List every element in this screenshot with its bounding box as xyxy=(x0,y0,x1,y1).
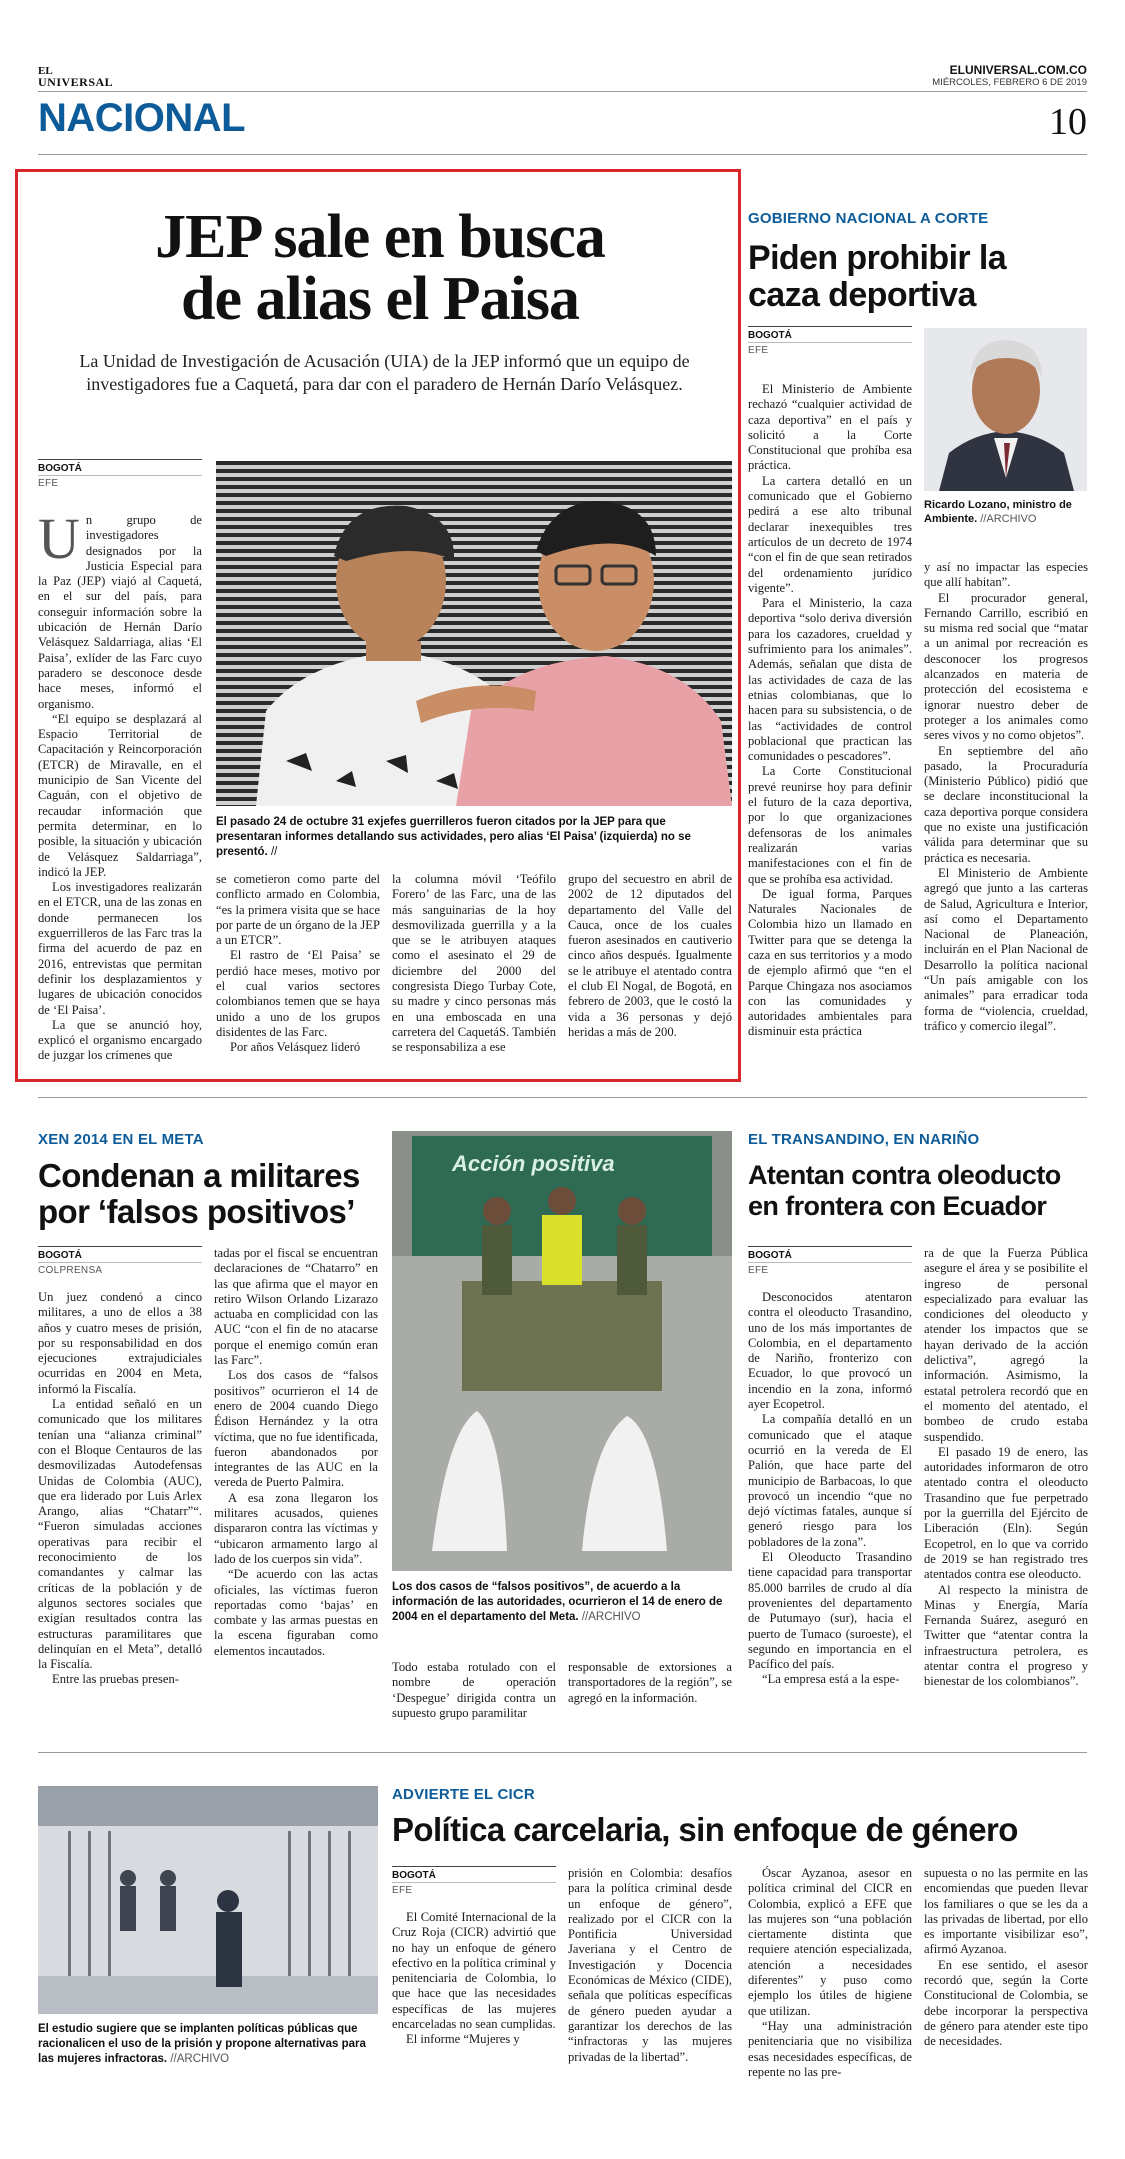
militares-photo-caption xyxy=(392,1580,732,1625)
oleoducto-dateline: BOGOTÁ xyxy=(748,1250,792,1261)
caza-headline-line2: caza deportiva xyxy=(748,276,976,314)
oleoducto-column-2 xyxy=(924,1246,1088,1730)
carcel-photo xyxy=(38,1786,378,2014)
main-column-4 xyxy=(568,872,732,1072)
oleoducto-headline-line1: Atentan contra oleoducto xyxy=(748,1160,1061,1190)
main-col1-p4: La que se anunció hoy, explicó el organismo encargado de juzgar los crímenes que xyxy=(38,1017,202,1063)
carcel-dateline-rule2 xyxy=(392,1882,556,1883)
oleoducto-col2-p1: ra de que la Fuerza Pública asegure el área y se posibilite el ingreso de personal especializado para evaluar las condiciones del oleoducto y atender los impactos que se hayan derivado de la acción delictiva”, agregó la información. Asimismo, la estatal petrolera recordó que en el momento del atentado, el bombeo de crudo estaba suspendido. xyxy=(924,1246,1088,1444)
main-col1-p2: “El equipo se desplazará al Espacio Territorial de Capacitación y Reincorporación (ETCR) de Miravalle, en el municipio de San Vicente del Caguán, con el objetivo de recaudar información que permita determinar, en lo posible, la situación y ubicación de Velásquez Saldarriaga”, indicó la JEP. xyxy=(38,711,202,879)
militares-dateline-rule2 xyxy=(38,1262,202,1263)
carcel-col3-p2: “Hay una administración penitenciaria que no visibiliza esas necesidades específicas, de repente no las pre- xyxy=(748,2018,912,2079)
caza-col1-p4: La Corte Constitucional prevé reunirse hoy para definir el futuro de la caza deportiva, por lo que organizaciones defensoras de los animales realizarán varias manifestaciones con el fin de que se prohíba esa actividad. xyxy=(748,764,912,886)
carcel-column-4 xyxy=(924,1866,1088,2126)
oleoducto-headline xyxy=(748,1160,1061,1222)
militares-caption-text: Los dos casos de “falsos positivos”, de acuerdo a la información de las autoridades, ocurrieron el 14 de enero de 2004 en el departamento del Meta. xyxy=(392,1581,723,1623)
carcel-kicker: ADVIERTE EL CICR xyxy=(392,1786,535,1803)
logo-bottom: UNIVERSAL xyxy=(38,75,114,89)
main-column-2 xyxy=(216,872,380,1072)
mid-section-rule xyxy=(38,1097,1087,1098)
carcel-headline: Política carcelaria, sin enfoque de género xyxy=(392,1811,1018,1848)
caza-headline xyxy=(748,240,1006,314)
main-photo xyxy=(216,461,732,806)
militares-caption-credit: //ARCHIVO xyxy=(581,1611,641,1623)
main-caption-text: El pasado 24 de octubre 31 exjefes guerrilleros fueron citados por la JEP para que presentaran informes detallando sus actividades, pero alias ‘El Paisa’ (izquierda) no se presentó. xyxy=(216,816,691,858)
caza-caption-credit: //ARCHIVO xyxy=(980,513,1037,525)
militares-column-3 xyxy=(392,1660,556,1730)
main-photo-illustration xyxy=(216,461,732,806)
oleoducto-col2-p2: El pasado 19 de enero, las autoridades informaron de otro atentado contra el oleoducto Trasandino que fue perpetrado por la guerrilla del Ejército de Liberación (Eln). Según Ecopetrol, en lo que va corrido de 2019 se han registrado tres atentados contra ese oleoducto. xyxy=(924,1444,1088,1582)
main-caption-credit: // xyxy=(270,846,278,858)
main-col4-p1: grupo del secuestro en abril de 2002 de 12 diputados del departamento del Valle del Cauca, once de los cuales fueron asesinados en cautiverio cinco años después. Igualmente se le atribuye el atentado contra el club El Nogal, de Bogotá, en febrero de 2003, que le costó la vida a 36 personas y dejó heridas a más de 200. xyxy=(568,872,732,1039)
section-rule xyxy=(38,154,1087,155)
caza-dateline-rule xyxy=(748,326,912,327)
main-dropcap: U xyxy=(38,513,80,571)
main-col1-p1: n grupo de investigadores designados por la Justicia Especial para la Paz (JEP) viajó al Caquetá, en el sur del país, para conseguir información sobre la ubicación de Hernán Darío Velásquez Saldarriaga, alias ‘El Paisa’, exlíder de las Farc cuyo paradero se desconoce desde hace meses, informó el organismo. xyxy=(38,513,202,711)
carcel-column-2 xyxy=(568,1866,732,2126)
main-col2-p3: Por años Velásquez lideró xyxy=(230,1040,361,1055)
caza-col1-p3: Para el Ministerio, la caza deportiva “solo deriva diversión para los cazadores, crueldad y sufrimiento para los animales”. Además, señalan que dista de las actividades de caza de las etnias colombianas, que lo hacen para su subsistencia, o de las “actividades de control poblacional que practican las comunidades o pescadores”. xyxy=(748,596,912,764)
oleoducto-col2-p3: Al respecto la ministra de Minas y Energía, María Fernanda Suárez, aseguró en Twitter que “atentar contra la infraestructura petrolera, es atentar contra el progreso y bienestar de los colombianos”. xyxy=(924,1582,1088,1689)
carcel-column-1 xyxy=(392,1910,556,2125)
main-col1-p3: Los investigadores realizarán en el ETCR, una de las zonas en donde permanecen los exguerrilleros de las Farc tras la firma del acuerdo de paz en 2016, entrevistas que permitan definir los desplazamientos y lugares de ubicación conocidos de ‘El Paisa’. xyxy=(38,880,202,1017)
militares-col2-p4: “De acuerdo con las actas oficiales, las víctimas fueron reportadas como ‘bajas’ en combate y las armas puestas en la escena figuraban como elementos incautados. xyxy=(214,1567,378,1658)
militares-col2-p3: A esa zona llegaron los militares acusados, quienes dispararon contra las víctimas y “ubicaron armamento largo al lado de los cuerpos sin vida”. xyxy=(214,1490,378,1566)
main-column-3 xyxy=(392,872,556,1072)
main-headline-line1: JEP sale en busca xyxy=(155,203,605,271)
caza-source: EFE xyxy=(748,345,769,356)
oleoducto-headline-line2: en frontera con Ecuador xyxy=(748,1191,1047,1221)
caza-column-2 xyxy=(924,560,1088,1072)
militares-photo-illustration xyxy=(392,1131,732,1571)
carcel-photo-illustration xyxy=(38,1786,378,2014)
oleoducto-kicker: EL TRANSANDINO, EN NARIÑO xyxy=(748,1131,980,1148)
militares-col4-p1: responsable de extorsiones a transportadores de la región”, se agregó en la información. xyxy=(568,1660,732,1705)
militares-photo-sign: Acción positiva xyxy=(452,1151,615,1176)
caza-col2-p2: El procurador general, Fernando Carrillo, escribió en su misma red social que “matar a un animal por recreación es desconocer los progresos alcanzados en materia de protección del ecosistema e ignorar nuestro deber de proteger a los animales como seres vivos y no como objetos”. xyxy=(924,590,1088,743)
carcel-dateline-rule xyxy=(392,1866,556,1867)
militares-column-4 xyxy=(568,1660,732,1730)
oleoducto-col1-p3: El Oleoducto Trasandino tiene capacidad para transportar 85.000 barriles de crudo al día provenientes del departamento de Putumayo (sur), hacia el puerto de Tumaco (suroeste), el segundo en importancia en el Pacífico del país. xyxy=(748,1550,912,1672)
caza-kicker: GOBIERNO NACIONAL A CORTE xyxy=(748,210,989,227)
oleoducto-col1-p1: Desconocidos atentaron contra el oleoducto Trasandino, uno de los más importantes de Colombia, en el departamento de Nariño, fronterizo con Ecuador, lo que provocó un incendio en la zona, informó ayer Ecopetrol. xyxy=(748,1290,912,1412)
militares-col1-p3: Entre las pruebas presen- xyxy=(52,1672,179,1687)
logo-top: EL xyxy=(38,65,53,77)
militares-headline-line2: por ‘falsos positivos’ xyxy=(38,1193,355,1230)
carcel-col4-p1: supuesta o no las permite en las encomiendas que pueden llevar los familiares o que se les da a las privadas de libertad, por ello es importante visibilizar eso”, afirmó Ayzanoa. xyxy=(924,1866,1088,1957)
caza-photo-caption xyxy=(924,498,1087,526)
militares-photo xyxy=(392,1131,732,1571)
carcel-column-3 xyxy=(748,1866,912,2126)
militares-source: COLPRENSA xyxy=(38,1265,103,1276)
caza-headline-line1: Piden prohibir la xyxy=(748,239,1007,277)
militares-headline xyxy=(38,1158,360,1230)
militares-column-1 xyxy=(38,1290,202,1730)
carcel-dateline: BOGOTÁ xyxy=(392,1870,436,1881)
issue-date: MIÉRCOLES, FEBRERO 6 DE 2019 xyxy=(932,77,1087,88)
main-headline-line2: de alias el Paisa xyxy=(180,265,580,333)
militares-col1-p2: La entidad señaló en un comunicado que los militares tenían una “alianza criminal” con el Bloque Centauros de las desmovilizadas Autodefensas Unidas de Colombia (AUC), que era liderado por Luis Arlex Arango, alias “Chatarr”“. “Fueron simuladas acciones operativas para recibir el reconocimiento de los comandantes y calmar las críticas de la población y de algunos sectores sociales que exigían resultados contra las estructuras paramilitares que delinquían en el Meta”, detalló la Fiscalía. xyxy=(38,1397,202,1672)
caza-col1-p2: La cartera detalló en un comunicado que el Gobierno pedirá a ese alto tribunal declarar inexequibles tres artículos de un decreto de 1974 “con el fin de que sean retirados del ordenamiento jurídico vigente”. xyxy=(748,473,912,595)
main-source: EFE xyxy=(38,478,59,489)
carcel-source: EFE xyxy=(392,1885,413,1896)
militares-col1-p1: Un juez condenó a cinco militares, a uno de ellos a 38 años y cuatro meses de prisión, por su responsabilidad en dos ejecuciones extrajudiciales ocurridas en 2004 en Meta, informó la Fiscalía. xyxy=(38,1290,202,1396)
masthead-rule xyxy=(38,91,1087,92)
main-dateline: BOGOTÁ xyxy=(38,463,82,474)
militares-col2-p1: tadas por el fiscal se encuentran declaraciones de “Chatarro” en las que afirma que el mayor en retiro Wilson Orlando Lizarazo actuaba en complicidad con las AUC “con el fin de no atacarse porque el enemigo común eran las Farc”. xyxy=(214,1246,378,1368)
caza-col2-p3: En septiembre del año pasado, la Procuraduría (Ministerio Público) pidió que se declare inconstitucional la caza deportiva porque considera que no existe una justificación válida para determinar que su práctica es necesaria. xyxy=(924,743,1088,865)
oleoducto-dateline-rule2 xyxy=(748,1262,912,1263)
oleoducto-col1-p2: La compañía detalló en un comunicado que el ataque ocurrió en la vereda de El Palión, que hace parte del municipio de Barbacoas, lo que provocó un incendio “que no dejó víctimas fatales, aunque sí generó riesgo para los pobladores de la zona”. xyxy=(748,1412,912,1549)
militares-col3-p1: Todo estaba rotulado con el nombre de operación ‘Despegue’ dirigida contra un supuesto grupo paramilitar xyxy=(392,1660,556,1720)
carcel-photo-caption xyxy=(38,2022,378,2067)
militares-dateline: BOGOTÁ xyxy=(38,1250,82,1261)
main-dek: La Unidad de Investigación de Acusación (UIA) de la JEP informó que un equipo de investigadores fue a Caquetá, para dar con el paradero de Hernán Darío Velásquez. xyxy=(79,351,690,394)
main-headline xyxy=(30,203,730,333)
militares-dateline-rule xyxy=(38,1246,202,1247)
carcel-col1-p2: El informe “Mujeres y xyxy=(406,2032,520,2047)
main-dateline-rule xyxy=(38,459,202,460)
bottom-section-rule xyxy=(38,1752,1087,1753)
militares-kicker: XEN 2014 EN EL META xyxy=(38,1131,204,1148)
page-number: 10 xyxy=(1049,101,1087,143)
militares-headline-line1: Condenan a militares xyxy=(38,1157,360,1194)
caza-dateline: BOGOTÁ xyxy=(748,330,792,341)
main-col2-p1: se cometieron como parte del conflicto armado en Colombia, “es la primera visita que se hace por parte de un órgano de la JEP a un ETCR”. xyxy=(216,872,380,948)
site-url[interactable]: ELUNIVERSAL.COM.CO xyxy=(949,63,1087,77)
carcel-col2-p1: prisión en Colombia: desafíos para la política criminal desde un enfoque de género”, realizado por el CICR con la Pontificia Universidad Javeriana y el Centro de Investigación y Docencia Económicas de México (CIDE), señala que políticas específicas de género pueden ayudar a garantizar los derechos de las “infractoras y las mujeres privadas de la libertad”. xyxy=(568,1866,732,2064)
caza-col1-p5: De igual forma, Parques Naturales Nacionales de Colombia hizo un llamado en Twitter para que se detenga la caza en sus territorios y a modo de ejemplo afirmó que “en el Parque Chingaza nos asociamos con las comunidades y autoridades ambientales para disminuir esta práctica xyxy=(748,886,912,1039)
caza-col2-p1: y así no impactar las especies que allí habitan”. xyxy=(924,560,1088,590)
caza-col1-p1: El Ministerio de Ambiente rechazó “cualquier actividad de caza deportiva” en el país y solicitó a la Corte Constitucional que prohíba esa práctica. xyxy=(748,382,912,473)
oleoducto-source: EFE xyxy=(748,1265,769,1276)
carcel-col3-p1: Óscar Ayzanoa, asesor en política criminal del CICR en Colombia, explicó a EFE que las mujeres son “una población ciertamente distinta que requiere atención especializada, atención a necesidades diferentes” y puso como ejemplo los útiles de higiene que utilizan. xyxy=(748,1866,912,2018)
oleoducto-column-1 xyxy=(748,1290,912,1730)
caza-photo xyxy=(924,328,1087,491)
caza-dateline-rule2 xyxy=(748,342,912,343)
oleoducto-col1-p4: “La empresa está a la espe- xyxy=(762,1672,900,1687)
caza-photo-illustration xyxy=(924,328,1087,491)
main-col3-p1: la columna móvil ‘Teófilo Forero’ de las Farc, una de las más sanguinarias de la hoy desmovilizada guerrilla y a la que se le atribuyen ataques como el asesinato el 29 de diciembre del 2000 del congresista Diego Turbay Cote, su madre y cinco personas más en una emboscada en una carretera del CaquetáS. También se responsabiliza a ese xyxy=(392,872,556,1055)
caza-column-1 xyxy=(748,382,912,1072)
section-title: NACIONAL xyxy=(38,96,246,140)
militares-col2-p2: Los dos casos de “falsos positivos” ocurrieron el 14 de enero de 2004 cuando Diego Édison Hernández y la otra víctima, que no fue identificada, fueron abandonados por integrantes de las AUC en la vereda de Puerto Palmira. xyxy=(214,1368,378,1490)
carcel-caption-credit: //ARCHIVO xyxy=(170,2053,230,2065)
main-photo-caption xyxy=(216,815,732,860)
main-col2-p2: El rastro de ‘El Paisa’ se perdió hace meses, motivo por el cual varios sectores colombianos temen que se haya unido a uno de los grupos disidentes de las Farc. xyxy=(216,948,380,1039)
carcel-col4-p2: En ese sentido, el asesor recordó que, según la Corte Constitucional de Colombia, se debe incorporar la perspectiva de género para atender este tipo de necesidades. xyxy=(924,1957,1088,2049)
carcel-col1-p1: El Comité Internacional de la Cruz Roja (CICR) advirtió que no hay un enfoque de género efectivo en la política criminal y penitenciaria de Colombia, lo que hace que las necesidades específicas de las mujeres encarceladas no sean cumplidas. xyxy=(392,1910,556,2032)
caza-caption-text: Ricardo Lozano, ministro de Ambiente. xyxy=(924,499,1072,525)
caza-col2-p4: El Ministerio de Ambiente agregó que junto a las carteras de Salud, Agricultura e Interior, así como el Departamento Nacional de Planeación, incluirán en el Plan Nacional de Desarrollo la política nacional “Un país amigable con los animales” para erradicar toda forma de “violencia, crueldad, tráfico y comercio ilegal”. xyxy=(924,865,1088,1033)
militares-column-2 xyxy=(214,1246,378,1716)
oleoducto-dateline-rule xyxy=(748,1246,912,1247)
carcel-caption-text: El estudio sugiere que se implanten políticas públicas que racionalicen el uso de la prisión y propone alternativas para las mujeres infractoras. xyxy=(38,2023,366,2065)
logo[interactable] xyxy=(38,66,113,88)
main-dateline-rule2 xyxy=(38,475,202,476)
main-column-1 xyxy=(38,513,202,1073)
